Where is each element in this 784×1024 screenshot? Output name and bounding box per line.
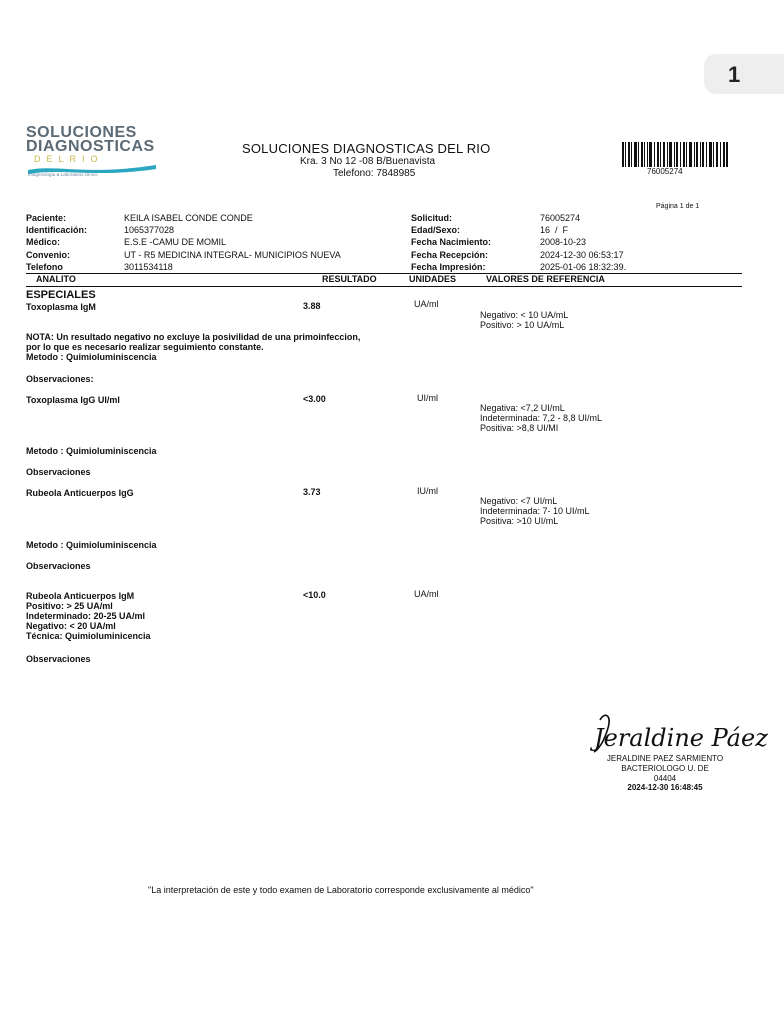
reference-line: Negativo: < 10 UA/mL: [480, 310, 569, 320]
request-value: 76005274: [540, 213, 581, 223]
observations-label: Observaciones:: [26, 374, 94, 384]
agreement-label: Convenio:: [26, 250, 70, 260]
method-label: Metodo : Quimioluminiscencia: [26, 446, 157, 456]
note-line: por lo que es necesario realizar seguimiento constante.: [26, 342, 264, 352]
reference-line: Positiva: >10 UI/mL: [480, 516, 559, 526]
id-label: Identificación:: [26, 225, 88, 235]
page-number: Página 1 de 1: [656, 203, 700, 210]
age-sex-label: Edad/Sexo:: [411, 225, 461, 235]
birthdate-label: Fecha Nacimiento:: [411, 237, 492, 247]
test-name: Toxoplasma IgG UI/ml: [26, 395, 120, 405]
patient-value: KEILA ISABEL CONDE CONDE: [124, 213, 253, 223]
signer-title: BACTERIOLOGO U. DE: [621, 764, 709, 773]
column-units: UNIDADES: [409, 274, 457, 284]
footer-disclaimer: "La interpretación de este y todo examen de Laboratorio corresponde exclusivamente al médico": [148, 885, 534, 895]
lab-name: SOLUCIONES DIAGNOSTICAS DEL RIO: [242, 141, 491, 156]
test-units: UA/ml: [414, 299, 439, 309]
test-units: UI/ml: [417, 393, 438, 403]
note-line: NOTA: Un resultado negativo no excluye la posivilidad de una primoinfeccion,: [26, 332, 361, 342]
method-label: Metodo : Quimioluminiscencia: [26, 540, 157, 550]
table-header-bottom-rule: [26, 286, 742, 287]
test-range-line: Positivo: > 25 UA/ml: [26, 601, 113, 611]
signature-image: [590, 708, 768, 758]
column-analyte: ANALITO: [36, 274, 76, 284]
reference-line: Negativo: <7 UI/mL: [480, 496, 558, 506]
test-result: <3.00: [303, 394, 326, 404]
reference-line: Negativa: <7,2 UI/mL: [480, 403, 565, 413]
method-label: Metodo : Quimioluminiscencia: [26, 352, 157, 362]
observations-label: Observaciones: [26, 654, 91, 664]
signature-text: Jeraldine Páez: [594, 724, 768, 752]
test-units: IU/ml: [417, 486, 438, 496]
signer-details: [590, 754, 740, 784]
observations-label: Observaciones: [26, 467, 91, 477]
signer-name: JERALDINE PAEZ SARMIENTO: [606, 754, 724, 763]
test-name: Rubeola Anticuerpos IgM: [26, 591, 135, 601]
id-value: 1065377028: [124, 225, 175, 235]
logo-tagline: Imagenología & Laboratorio clínico: [28, 172, 98, 177]
column-result: RESULTADO: [322, 274, 377, 284]
reference-line: Indeterminada: 7- 10 UI/mL: [480, 506, 590, 516]
test-technique: Técnica: Quimioluminicencia: [26, 631, 151, 641]
reception-date-value: 2024-12-30 06:53:17: [540, 250, 624, 260]
test-units: UA/ml: [414, 589, 439, 599]
reference-line: Indeterminada: 7,2 - 8,8 UI/mL: [480, 413, 603, 423]
patient-label: Paciente:: [26, 213, 67, 223]
logo-line-1: SOLUCIONES: [26, 124, 137, 141]
test-name: Toxoplasma IgM: [26, 302, 96, 312]
test-name: Rubeola Anticuerpos IgG: [26, 488, 134, 498]
age-sex-value: 16 / F: [540, 225, 569, 235]
request-label: Solicitud:: [411, 213, 452, 223]
print-date-label: Fecha Impresión:: [411, 262, 486, 272]
print-date-value: 2025-01-06 18:32:39.: [540, 262, 627, 272]
barcode-number: 76005274: [647, 167, 683, 176]
reference-line: Positiva: >8,8 UI/MI: [480, 423, 559, 433]
lab-phone: Telefono: 7848985: [333, 168, 416, 179]
logo-line-2: DIAGNOSTICAS: [26, 138, 155, 155]
page-badge-number: 1: [728, 62, 741, 87]
section-title: ESPECIALES: [26, 289, 96, 301]
doctor-label: Médico:: [26, 237, 61, 247]
test-result: <10.0: [303, 590, 326, 600]
phone-label: Telefono: [26, 262, 63, 272]
lab-address: Kra. 3 No 12 -08 B/Buenavista: [300, 156, 436, 167]
reference-line: Positivo: > 10 UA/mL: [480, 320, 565, 330]
reception-date-label: Fecha Recepción:: [411, 250, 489, 260]
signer-registration: 04404: [653, 774, 677, 783]
barcode-icon: [622, 142, 728, 167]
logo-line-3: DELRIO: [34, 154, 104, 164]
test-range-line: Negativo: < 20 UA/ml: [26, 621, 116, 631]
observations-label: Observaciones: [26, 561, 91, 571]
test-result: 3.88: [303, 301, 321, 311]
test-range-line: Indeterminado: 20-25 UA/ml: [26, 611, 146, 621]
table-header-top-rule: [26, 273, 742, 274]
test-result: 3.73: [303, 487, 321, 497]
birthdate-value: 2008-10-23: [540, 237, 587, 247]
page-badge: [704, 54, 784, 94]
phone-value: 3011534118: [124, 262, 173, 272]
agreement-value: UT - R5 MEDICINA INTEGRAL- MUNICIPIOS NUEVA: [124, 250, 341, 260]
column-reference: VALORES DE REFERENCIA: [486, 274, 605, 284]
lab-logo: [26, 126, 166, 188]
signature-timestamp: 2024-12-30 16:48:45: [627, 783, 703, 792]
doctor-value: E.S.E -CAMU DE MOMIL: [124, 237, 227, 247]
